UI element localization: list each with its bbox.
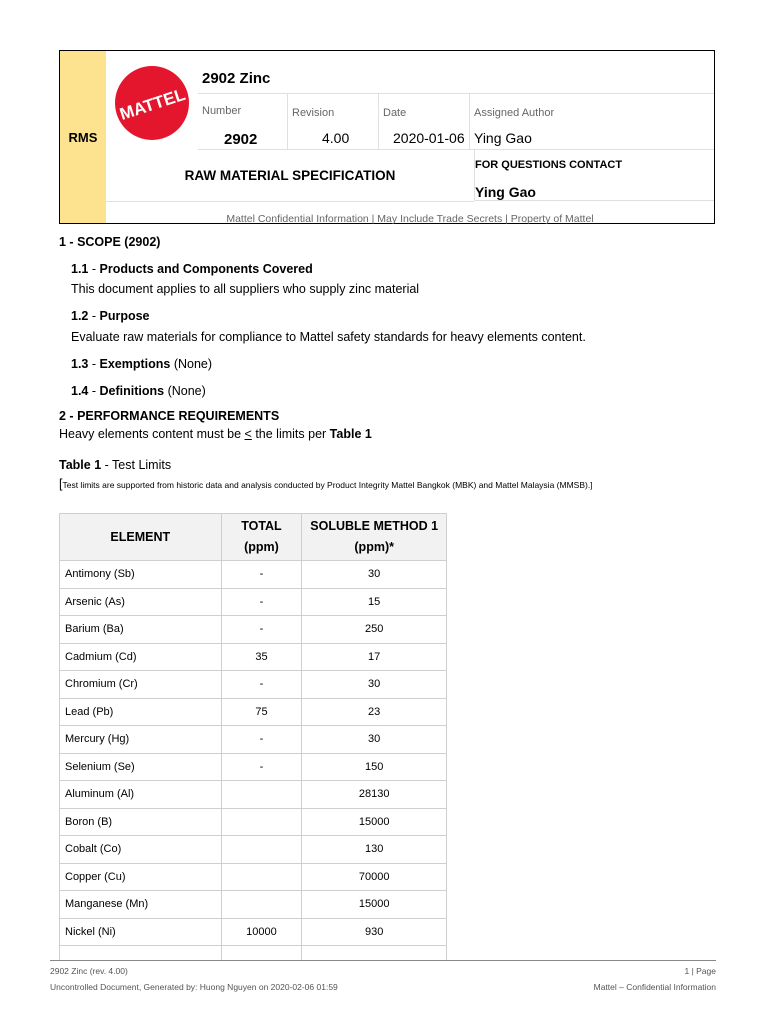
section-2-text: Heavy elements content must be < the limits per Table 1	[59, 427, 372, 441]
number-value: 2902	[224, 131, 258, 148]
table-row: Mercury (Hg) - 30	[60, 726, 447, 754]
section-1-3-heading: 1.3 - Exemptions (None)	[71, 357, 213, 371]
table-row: Arsenic (As) - 15	[60, 588, 447, 616]
section-1-2-heading: 1.2 - Purpose	[71, 309, 150, 323]
author-value: Ying Gao	[474, 130, 532, 146]
table-header-row	[60, 514, 447, 561]
section-1-heading: 1 - SCOPE (2902)	[59, 235, 161, 249]
contact-value: Ying Gao	[475, 184, 536, 200]
section-1-4-heading: 1.4 - Definitions (None)	[71, 384, 206, 398]
footer-divider	[50, 960, 716, 961]
table-row	[60, 946, 447, 961]
logo-text: MATTEL	[117, 84, 188, 124]
contact-cell	[474, 150, 714, 201]
table-row: Barium (Ba) - 250	[60, 616, 447, 644]
revision-label: Revision	[292, 107, 335, 119]
revision-value: 4.00	[322, 130, 350, 146]
date-field	[378, 93, 469, 150]
test-limits-table	[59, 513, 447, 960]
date-label: Date	[383, 107, 407, 119]
section-1-1-heading: 1.1 - Products and Components Covered	[71, 262, 313, 276]
table-row: Aluminum (Al) 28130	[60, 781, 447, 809]
logo-cell	[106, 51, 198, 151]
section-1-2-text: Evaluate raw materials for compliance to Mattel safety standards for heavy elements content.	[71, 330, 586, 344]
section-1-1-text: This document applies to all suppliers who supply zinc material	[71, 282, 420, 296]
footer-page: 1 | Page	[684, 966, 716, 976]
header-soluble: SOLUBLE METHOD 1 (ppm)*	[302, 514, 447, 561]
table-row: Boron (B) 15000	[60, 808, 447, 836]
revision-field	[287, 93, 378, 150]
title-cell	[198, 51, 714, 94]
table-row: Lead (Pb) 75 23	[60, 698, 447, 726]
rms-side-label: RMS	[60, 51, 106, 223]
author-field	[469, 93, 714, 150]
confidential-notice: Mattel Confidential Information | May Include Trade Secrets | Property of Mattel	[226, 213, 594, 225]
header-element: ELEMENT	[60, 514, 222, 561]
table-row: Antimony (Sb) - 30	[60, 561, 447, 589]
number-field	[198, 93, 287, 150]
table-row: Chromium (Cr) - 30	[60, 671, 447, 699]
footer-generated: Uncontrolled Document, Generated by: Huong Nguyen on 2020-02-06 01:59	[50, 982, 338, 992]
table-caption: Table 1 - Test Limits	[59, 458, 172, 472]
header-total: TOTAL (ppm)	[221, 514, 302, 561]
author-label: Assigned Author	[474, 107, 555, 119]
table-row: Cadmium (Cd) 35 17	[60, 643, 447, 671]
footer-confidential: Mattel – Confidential Information	[593, 982, 716, 992]
mattel-logo	[112, 63, 192, 143]
table-note: [Test limits are supported from historic data and analysis conducted by Product Integrity Mattel Bangkok (MBK) and Mattel Malaysia (MMSB).]	[59, 477, 593, 491]
document-title: 2902 Zinc	[202, 70, 271, 87]
table-row: Nickel (Ni) 10000 930	[60, 918, 447, 946]
spec-title: RAW MATERIAL SPECIFICATION	[106, 150, 474, 202]
footer-doc-rev: 2902 Zinc (rev. 4.00)	[50, 966, 128, 976]
table-row: Selenium (Se) - 150	[60, 753, 447, 781]
contact-label: FOR QUESTIONS CONTACT	[475, 159, 623, 171]
document-header	[59, 50, 715, 224]
table-row: Manganese (Mn) 15000	[60, 891, 447, 919]
date-value: 2020-01-06	[393, 130, 465, 146]
table-row: Cobalt (Co) 130	[60, 836, 447, 864]
section-2-heading: 2 - PERFORMANCE REQUIREMENTS	[59, 409, 280, 423]
number-label: Number	[202, 105, 242, 117]
table-row: Copper (Cu) 70000	[60, 863, 447, 891]
